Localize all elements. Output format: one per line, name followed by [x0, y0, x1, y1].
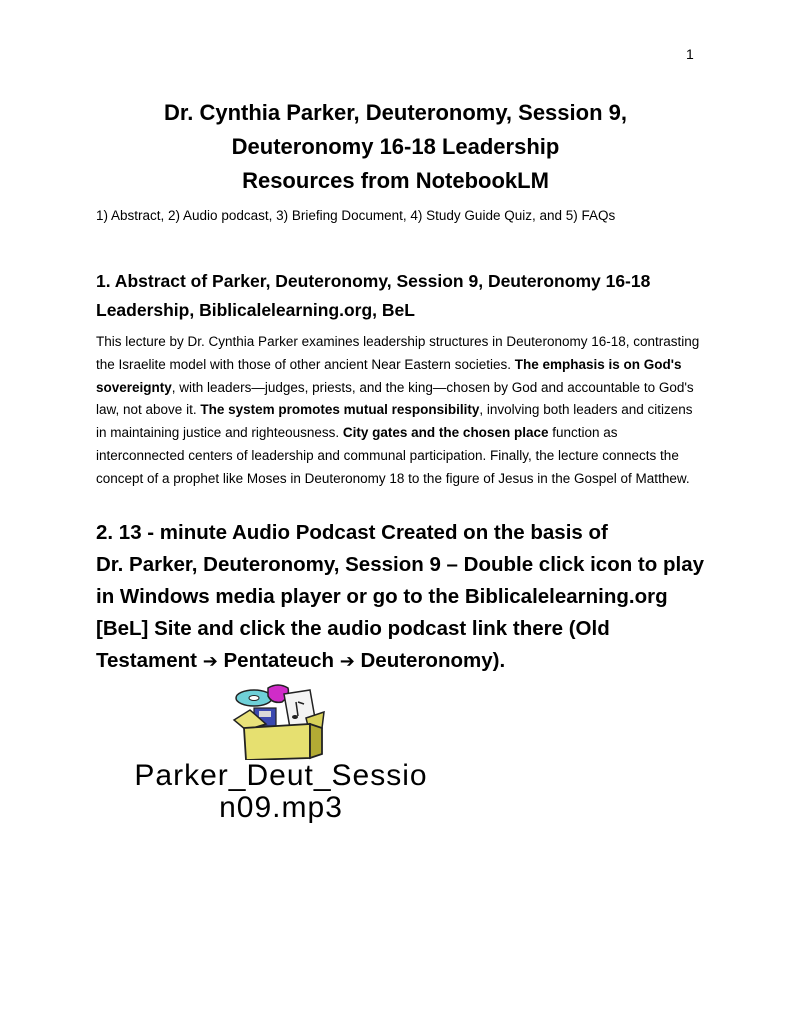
- arrow-right-icon: ➔: [339, 651, 355, 672]
- arrow-right-icon: ➔: [202, 651, 218, 672]
- abstract-text: This lecture by Dr. Cynthia Parker examines leadership structures in Deuteronomy 16-18, contrasting the Israelite model with those of other ancient Near Eastern societies.: [96, 334, 700, 372]
- media-package-icon-graphic: [226, 684, 332, 760]
- section-2-line-4: [BeL] Site and click the audio podcast link there (Old: [96, 617, 610, 640]
- section-2-line-2: Dr. Parker, Deuteronomy, Session 9 – Double click icon to play: [96, 553, 704, 576]
- media-package-icon[interactable]: [226, 684, 332, 760]
- section-2-line-1: 2. 13 - minute Audio Podcast Created on the basis of: [96, 521, 608, 544]
- media-file-label-line-1: Parker_Deut_Sessio: [134, 759, 428, 792]
- breadcrumb-pentateuch: Pentateuch: [217, 649, 340, 672]
- page-number: 1: [686, 46, 694, 62]
- section-1-heading-line-2: Leadership, Biblicalelearning.org, BeL: [96, 300, 415, 320]
- abstract-paragraph: [96, 331, 700, 491]
- title-line-1: Dr. Cynthia Parker, Deuteronomy, Session 9,: [164, 100, 627, 125]
- abstract-emphasis: The emphasis is on God's sovereignty: [96, 356, 682, 395]
- abstract-text: , involving both leaders and citizens in maintaining justice and righteousness.: [96, 402, 693, 441]
- breadcrumb-testament: Testament: [96, 649, 203, 672]
- section-1-heading-line-1: 1. Abstract of Parker, Deuteronomy, Session 9, Deuteronomy 16-18: [96, 271, 651, 291]
- resources-list: 1) Abstract, 2) Audio podcast, 3) Briefing Document, 4) Study Guide Quiz, and 5) FAQs: [96, 208, 616, 223]
- media-file-label-line-2: n09.mp3: [219, 791, 343, 824]
- abstract-text: , with leaders—judges, priests, and the king—chosen by God and accountable to God's law, not above it.: [96, 379, 694, 418]
- section-2-line-5: [96, 645, 706, 678]
- abstract-emphasis: The system promotes mutual responsibility: [200, 402, 480, 418]
- title-line-2: Deuteronomy 16-18 Leadership: [231, 134, 560, 159]
- abstract-text: function as interconnected centers of leadership and communal participation. Finally, the lecture connects the concept of a prophet like Moses in Deuteronomy 18 to the figure of Jesus in the Gospel of Matthew.: [96, 425, 690, 486]
- abstract-emphasis: City gates and the chosen place: [342, 425, 549, 441]
- title-line-3: Resources from NotebookLM: [242, 168, 549, 193]
- section-2-line-3: in Windows media player or go to the Biblicalelearning.org: [96, 585, 668, 608]
- document-title: [0, 96, 791, 198]
- breadcrumb-deuteronomy: Deuteronomy).: [354, 649, 506, 672]
- section-1-heading: [96, 267, 716, 325]
- media-file-label[interactable]: [96, 760, 466, 824]
- section-2-heading: [96, 517, 706, 678]
